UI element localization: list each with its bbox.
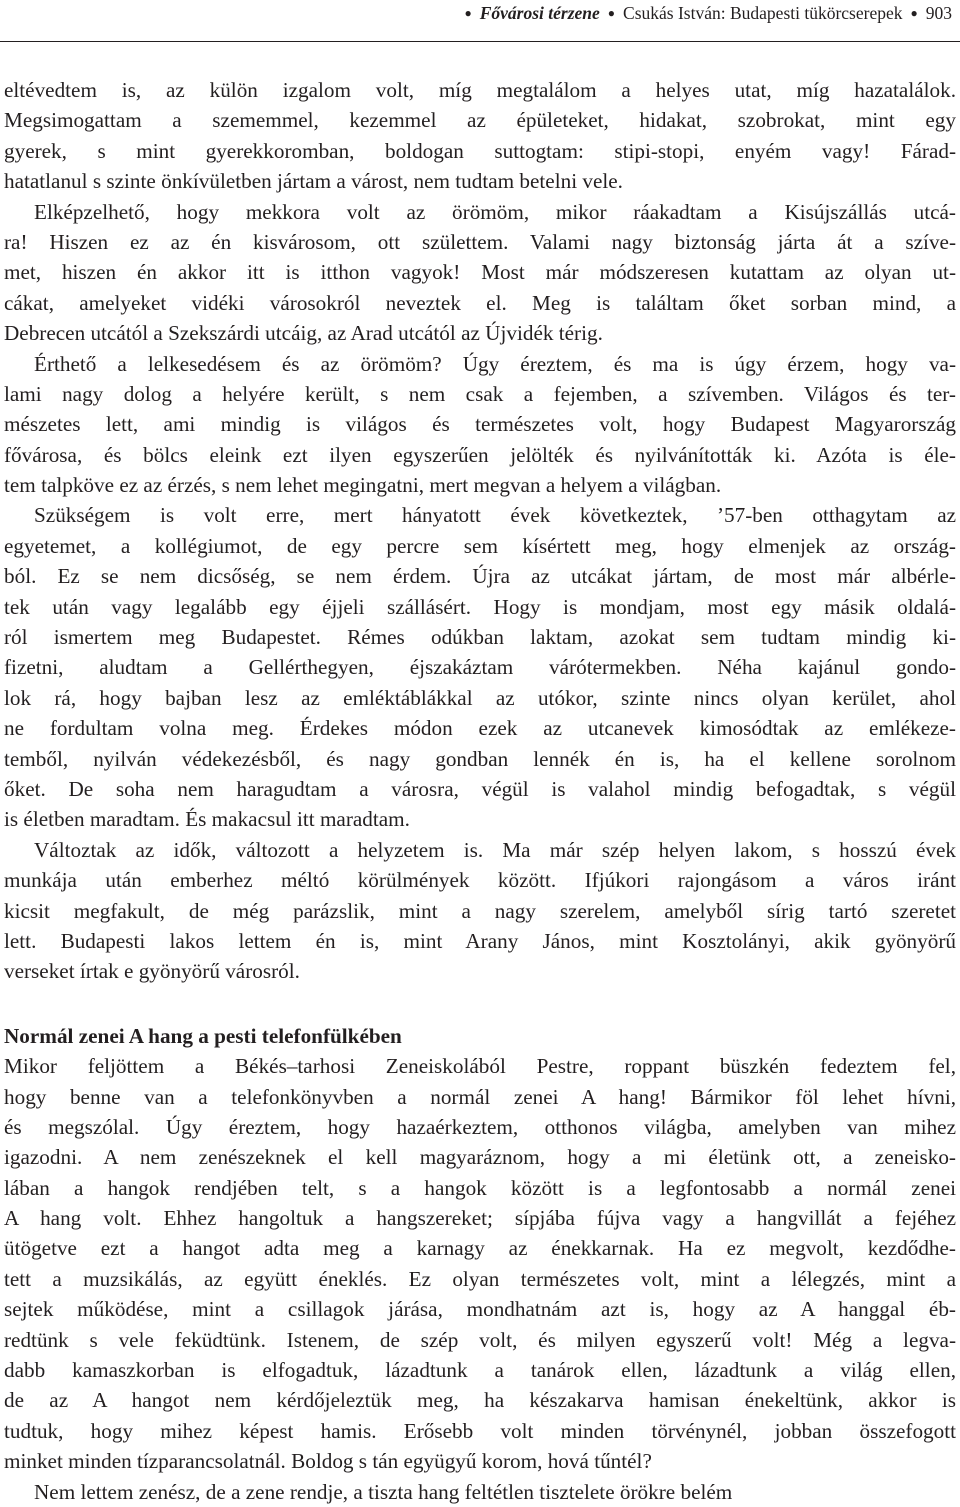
text-line: igazodni. A nem zenészeknek el kell magyaráznom, hogy a mi életünk ott, a zeneisko-: [4, 1145, 956, 1170]
bullet-icon: ●: [464, 6, 472, 20]
text-line: Nem lettem zenész, de a zene rendje, a tiszta hang feltétlen tisztelete örökre belém: [34, 1479, 733, 1504]
text-line: minket minden tízparancsolatnál. Boldog s tán együgyű korom, hová tűntél?: [4, 1449, 652, 1474]
text-line: hogy benne van a telefonkönyvben a normál zenei A hang! Bármikor föl lehet hívni,: [4, 1084, 956, 1109]
section-gap: [4, 987, 956, 1021]
text-line: Érthető a lelkesedésem és az örömöm? Úgy éreztem, és ma is úgy érzem, hogy va-: [34, 351, 956, 376]
text-line: ra! Hiszen ez az én kisvárosom, ott születtem. Valami nagy biztonság járta át a szíve-: [4, 229, 956, 254]
text-line: lett. Budapesti lakos lettem én is, mint Arany János, mint Kosztolányi, akik gyönyörű: [4, 928, 956, 953]
text-line: és megszólal. Úgy éreztem, hogy hazaérkeztem, otthonos világba, amelyben van mihez: [4, 1114, 956, 1139]
text-line: eltévedtem is, az külön izgalom volt, míg megtalálom a helyes utat, míg hazatalálok.: [4, 78, 956, 102]
text-line: lami nagy dolog a helyére került, s nem csak a fejemben, a szívemben. Világos és ter-: [4, 381, 956, 406]
paragraph: [4, 349, 956, 501]
paragraph: [4, 835, 956, 987]
text-line: őket. De soha nem haragudtam a városra, végül is valahol mindig befogadtak, s végül: [4, 776, 956, 801]
header-rule: [0, 41, 960, 42]
text-line: ból. Ez se nem dicsőség, se nem érdem. Újra az utcákat jártam, de most már albérle-: [4, 564, 956, 589]
paragraph: [4, 197, 956, 349]
text-line: mészetes lett, ami mindig is világos és természetes volt, hogy Budapest Magyarország: [4, 412, 956, 437]
text-line: sejtek működése, mint a csillagok járása, mondhatnám azt is, hogy az A hanggal éb-: [4, 1297, 956, 1322]
section-heading: Normál zenei A hang a pesti telefonfülkében: [4, 1023, 402, 1048]
text-line: lok rá, hogy bajban lesz az emléktáblákkal az utókor, szinte nincs olyan kerület, ahol: [4, 685, 956, 710]
page-body: [4, 75, 956, 1507]
bullet-icon: ●: [910, 6, 918, 20]
paragraph: [4, 1477, 956, 1507]
header-book-title: Csukás István: Budapesti tükörcserepek: [623, 3, 903, 23]
text-line: temből, nyilván védekezésből, és nagy gondban lennék én is, ha el kellene sorolnom: [4, 746, 956, 771]
bullet-icon: ●: [607, 6, 616, 20]
paragraph: [4, 75, 956, 197]
body-part-1: [4, 75, 956, 987]
text-line: kicsit megfakult, de még parázslik, mint a nagy szerelem, amelyből sírig tartó szeretet: [4, 898, 956, 923]
text-line: Változtak az idők, változott a helyzetem is. Ma már szép helyen lakom, s hosszú évek: [34, 837, 956, 862]
text-line: tett a muzsikálás, az együtt éneklés. Ez olyan természetes volt, mint a lélegzés, mint a: [4, 1266, 956, 1291]
paragraph: [4, 500, 956, 834]
text-line: dabb kamaszkorban is elfogadtuk, lázadtunk a tanárok ellen, lázadtunk a világ ellen,: [4, 1358, 956, 1383]
running-header: [0, 0, 960, 40]
text-line: lában a hangok rendjében telt, s a hangok között is a legfontosabb a normál zenei: [4, 1175, 956, 1200]
text-line: gyerek, s mint gyerekkoromban, boldogan suttogtam: stipi-stopi, enyém vagy! Fárad-: [4, 138, 956, 163]
text-line: A hang volt. Ehhez hangoltuk a hangszereket; sípjába fújva vagy a hangvillát a fejéhez: [4, 1206, 956, 1231]
text-line: Debrecen utcától a Szekszárdi utcáig, az Arad utcától az Újvidék térig.: [4, 321, 603, 346]
text-line: Szükségem is volt erre, mert hányatott évek következtek, ’57-ben otthagytam az: [34, 503, 956, 528]
text-line: ütögetve ezt a hangot adta meg a karnagy az énekkarnak. Ha ez megvolt, kezdődhe-: [4, 1236, 956, 1261]
text-line: egyetemet, a kollégiumot, de egy percre sem kísértett meg, hogy elmenjek az ország-: [4, 533, 956, 558]
text-line: is életben maradtam. És makacsul itt maradtam.: [4, 807, 410, 832]
header-section-title: Fővárosi térzene: [479, 3, 600, 23]
text-line: Megsimogattam a szememmel, kezemmel az épületeket, hidakat, szobrokat, mint egy: [4, 108, 956, 133]
text-line: verseket írtak e gyönyörű városról.: [4, 959, 300, 984]
text-line: fővárosa, és bölcs eleink ezt ilyen egyszerűen jelölték és nyilvánították ki. Azóta is éle-: [4, 442, 956, 467]
text-line: munkája után emberhez méltó körülmények között. Ifjúkori rajongásom a város iránt: [4, 868, 956, 893]
text-line: fizetni, aludtam a Gellérthegyen, éjszakáztam várótermekben. Néha kajánul gondo-: [4, 655, 956, 680]
text-line: met, hiszen én akkor itt is itthon vagyok! Most már módszeresen kutattam az olyan ut-: [4, 260, 956, 285]
text-line: cákat, amelyeket vidéki városokról neveztek el. Meg is találtam őket sorban mind, a: [4, 290, 956, 315]
paragraph: [4, 1051, 956, 1476]
text-line: ne fordultam volna meg. Érdekes módon ezek az utcanevek kimosódtak az emlékeze-: [4, 716, 956, 741]
body-part-2: [4, 1051, 956, 1507]
text-line: Elképzelhető, hogy mekkora volt az örömöm, mikor ráakadtam a Kisújszállás utcá-: [34, 199, 956, 224]
page-number: 903: [925, 3, 952, 23]
text-line: tek után vagy legalább egy éjjeli szállásért. Hogy is mondjam, most egy másik oldalá-: [4, 594, 956, 619]
running-header-text: [456, 2, 952, 24]
text-line: Mikor feljöttem a Békés–tarhosi Zeneiskolából Pestre, roppant büszkén fedeztem fel,: [4, 1054, 956, 1079]
text-line: hatatlanul s szinte önkívületben jártam a várost, nem tudtam betelni vele.: [4, 169, 623, 194]
text-line: de az A hangot nem kérdőjeleztük meg, ha készakarva hamisan énekeltünk, akkor is: [4, 1388, 956, 1413]
text-line: redtünk s vele feküdtünk. Istenem, de szép volt, és milyen egyszerű volt! Még a legva-: [4, 1327, 956, 1352]
text-line: tudtuk, hogy mihez képest hamis. Erősebb volt minden törvénynél, jobban összefogott: [4, 1418, 956, 1443]
text-line: ról ismertem meg Budapestet. Rémes odúkban laktam, azokat sem tudtam mindig ki-: [4, 625, 956, 650]
text-line: tem talpköve ez az érzés, s nem lehet megingatni, mert megvan a helyem a világban.: [4, 473, 722, 498]
